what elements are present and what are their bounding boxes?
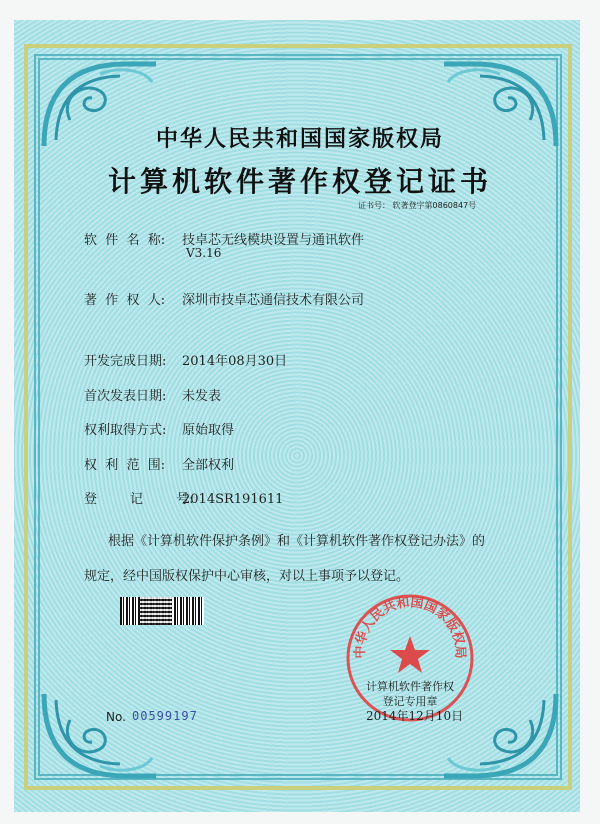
first-publication-label: 首次发表日期: (84, 389, 167, 404)
software-version-value: V3.16 (186, 246, 222, 260)
rights-method-row (84, 419, 234, 438)
registration-number-row (84, 488, 283, 507)
barcode-icon (120, 597, 204, 625)
owner-label: 著 作 权 人: (84, 293, 166, 308)
issue-date: 2014年12月10日 (366, 709, 464, 723)
dev-date-value: 2014年08月30日 (182, 354, 288, 369)
first-publication-row (84, 385, 221, 404)
legal-basis-paragraph-line1: 根据《计算机软件保护条例》和《计算机软件著作权登记办法》的 (108, 534, 486, 549)
corner-ornament-icon (40, 690, 160, 780)
seal-text-line1: 计算机软件著作权 (366, 680, 454, 693)
serial-number-label: No. (106, 710, 126, 724)
owner-row (84, 289, 364, 308)
seal-text-line2: 登记专用章 (382, 695, 438, 708)
registration-number-label: 登 记 号: (84, 492, 194, 507)
first-publication-value: 未发表 (182, 389, 222, 404)
rights-method-label: 权利取得方式: (84, 423, 167, 438)
qr-code-icon (140, 597, 172, 625)
dev-date-label: 开发完成日期: (84, 354, 167, 369)
software-name-label: 软 件 名 称: (84, 233, 166, 248)
rights-scope-row (84, 454, 234, 473)
registration-number-value: 2014SR191611 (182, 492, 284, 507)
software-name-value: 技卓芯无线模块设置与通讯软件 (182, 233, 365, 248)
serial-number-value: 00599197 (132, 709, 198, 723)
rights-scope-label: 权 利 范 围: (84, 458, 166, 473)
seal-ring-text: 中华人民共和国国家版权局 (352, 595, 468, 659)
legal-basis-paragraph-line2: 规定，经中国版权保护中心审核，对以上事项予以登记。 (84, 569, 410, 584)
rights-scope-value: 全部权利 (182, 458, 235, 473)
owner-value: 深圳市技卓芯通信技术有限公司 (182, 293, 365, 308)
rights-method-value: 原始取得 (182, 423, 235, 438)
certificate-number: 证书号： 软著登字第0860847号 (358, 201, 477, 210)
dev-date-row (84, 350, 287, 369)
issuing-authority-title: 中华人民共和国国家版权局 (155, 126, 444, 152)
software-name-row (84, 229, 364, 248)
certificate-title: 计算机软件著作权登记证书 (107, 165, 492, 198)
